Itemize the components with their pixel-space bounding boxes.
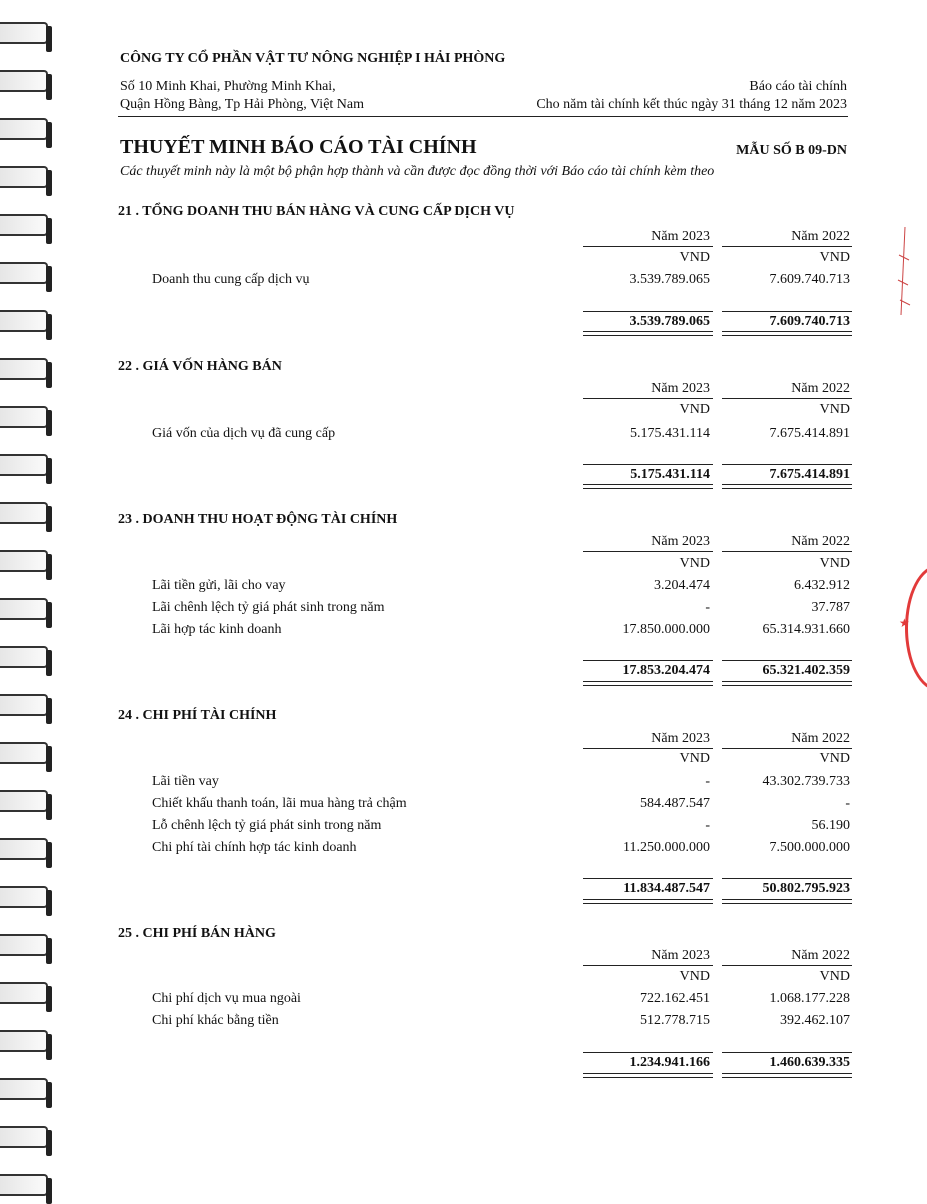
row-value-2023: 584.487.547 bbox=[640, 796, 710, 811]
seal-star-icon: ★ bbox=[899, 616, 910, 630]
row-value-2023: - bbox=[705, 818, 710, 833]
header-divider bbox=[118, 116, 848, 117]
total-double-rule bbox=[583, 1073, 713, 1078]
row-value-2022: 7.500.000.000 bbox=[769, 840, 850, 855]
total-double-rule bbox=[583, 899, 713, 904]
col-currency: VND bbox=[679, 402, 710, 417]
report-name: Báo cáo tài chính bbox=[749, 79, 847, 94]
section-24-title: 24 . CHI PHÍ TÀI CHÍNH bbox=[118, 708, 277, 723]
section-21-title: 21 . TỔNG DOANH THU BÁN HÀNG VÀ CUNG CẤP DỊCH VỤ bbox=[118, 204, 515, 219]
company-address-line2: Quận Hồng Bàng, Tp Hải Phòng, Việt Nam bbox=[120, 97, 365, 112]
row-label: Chi phí dịch vụ mua ngoài bbox=[152, 991, 301, 1006]
total-top-rule bbox=[722, 311, 852, 312]
spiral-binding bbox=[0, 0, 58, 1200]
section-22-title: 22 . GIÁ VỐN HÀNG BÁN bbox=[118, 359, 282, 374]
col-currency: VND bbox=[819, 751, 850, 766]
col-year-2022: Năm 2022 bbox=[791, 948, 850, 963]
total-double-rule bbox=[722, 331, 852, 336]
form-number: MẪU SỐ B 09-DN bbox=[736, 143, 847, 158]
total-double-rule bbox=[583, 484, 713, 489]
page-subtitle: Các thuyết minh này là một bộ phận hợp thành và cần được đọc đồng thời với Báo cáo tài chính kèm theo bbox=[120, 164, 715, 179]
row-value-2022: 37.787 bbox=[811, 600, 850, 615]
row-value-2022: 43.302.739.733 bbox=[762, 774, 850, 789]
total-double-rule bbox=[722, 484, 852, 489]
col-currency: VND bbox=[819, 402, 850, 417]
col-year-2022: Năm 2022 bbox=[791, 381, 850, 396]
col-year-2023: Năm 2023 bbox=[651, 731, 710, 746]
handwritten-mark bbox=[895, 225, 915, 320]
total-top-rule bbox=[722, 878, 852, 879]
col-currency: VND bbox=[679, 969, 710, 984]
row-value-2022: 1.068.177.228 bbox=[769, 991, 850, 1006]
row-label: Chi phí tài chính hợp tác kinh doanh bbox=[152, 840, 357, 855]
row-label: Lãi hợp tác kinh doanh bbox=[152, 622, 282, 637]
total-2022: 1.460.639.335 bbox=[769, 1055, 850, 1070]
row-value-2023: - bbox=[705, 600, 710, 615]
total-double-rule bbox=[722, 1073, 852, 1078]
total-2022: 65.321.402.359 bbox=[762, 663, 850, 678]
row-label: Lãi chênh lệch tỷ giá phát sinh trong năm bbox=[152, 600, 385, 615]
total-top-rule bbox=[583, 311, 713, 312]
total-top-rule bbox=[583, 464, 713, 465]
row-value-2023: 512.778.715 bbox=[640, 1013, 710, 1028]
row-value-2022: 7.675.414.891 bbox=[769, 426, 850, 441]
total-double-rule bbox=[583, 681, 713, 686]
col-year-2023: Năm 2023 bbox=[651, 229, 710, 244]
total-double-rule bbox=[583, 331, 713, 336]
row-label: Lãi tiền vay bbox=[152, 774, 219, 789]
col-currency: VND bbox=[819, 969, 850, 984]
total-top-rule bbox=[722, 660, 852, 661]
row-value-2022: 392.462.107 bbox=[780, 1013, 850, 1028]
header-underline bbox=[722, 246, 852, 247]
section-23-title: 23 . DOANH THU HOẠT ĐỘNG TÀI CHÍNH bbox=[118, 512, 398, 527]
page-title: THUYẾT MINH BÁO CÁO TÀI CHÍNH bbox=[120, 136, 477, 158]
total-double-rule bbox=[722, 681, 852, 686]
total-2023: 1.234.941.166 bbox=[629, 1055, 710, 1070]
total-top-rule bbox=[722, 1052, 852, 1053]
row-label: Doanh thu cung cấp dịch vụ bbox=[152, 272, 310, 287]
total-top-rule bbox=[583, 1052, 713, 1053]
report-period: Cho năm tài chính kết thúc ngày 31 tháng 12 năm 2023 bbox=[536, 97, 847, 112]
company-address-line1: Số 10 Minh Khai, Phường Minh Khai, bbox=[120, 79, 336, 94]
total-2022: 50.802.795.923 bbox=[762, 881, 850, 896]
col-year-2023: Năm 2023 bbox=[651, 948, 710, 963]
header-underline bbox=[583, 398, 713, 399]
col-year-2022: Năm 2022 bbox=[791, 534, 850, 549]
row-value-2023: 3.204.474 bbox=[654, 578, 710, 593]
total-top-rule bbox=[722, 464, 852, 465]
col-year-2022: Năm 2022 bbox=[791, 731, 850, 746]
total-2022: 7.609.740.713 bbox=[769, 314, 850, 329]
row-label: Chi phí khác bằng tiền bbox=[152, 1013, 279, 1028]
row-label: Lỗ chênh lệch tỷ giá phát sinh trong năm bbox=[152, 818, 382, 833]
header-underline bbox=[722, 965, 852, 966]
total-top-rule bbox=[583, 878, 713, 879]
row-value-2022: - bbox=[845, 796, 850, 811]
row-value-2023: 722.162.451 bbox=[640, 991, 710, 1006]
header-underline bbox=[583, 551, 713, 552]
row-value-2023: - bbox=[705, 774, 710, 789]
total-top-rule bbox=[583, 660, 713, 661]
row-label: Giá vốn của dịch vụ đã cung cấp bbox=[152, 426, 336, 441]
total-2023: 17.853.204.474 bbox=[622, 663, 710, 678]
col-year-2023: Năm 2023 bbox=[651, 381, 710, 396]
header-underline bbox=[722, 398, 852, 399]
total-2022: 7.675.414.891 bbox=[769, 467, 850, 482]
total-2023: 11.834.487.547 bbox=[623, 881, 710, 896]
col-year-2023: Năm 2023 bbox=[651, 534, 710, 549]
row-label: Lãi tiền gửi, lãi cho vay bbox=[152, 578, 286, 593]
company-name: CÔNG TY CỔ PHẦN VẬT TƯ NÔNG NGHIỆP I HẢI PHÒNG bbox=[120, 51, 506, 66]
row-value-2023: 11.250.000.000 bbox=[623, 840, 710, 855]
row-label: Chiết khấu thanh toán, lãi mua hàng trả chậm bbox=[152, 796, 407, 811]
row-value-2022: 7.609.740.713 bbox=[769, 272, 850, 287]
row-value-2022: 6.432.912 bbox=[794, 578, 850, 593]
col-year-2022: Năm 2022 bbox=[791, 229, 850, 244]
col-currency: VND bbox=[819, 250, 850, 265]
header-underline bbox=[722, 748, 852, 749]
total-double-rule bbox=[722, 899, 852, 904]
row-value-2023: 17.850.000.000 bbox=[622, 622, 710, 637]
header-underline bbox=[722, 551, 852, 552]
section-25-title: 25 . CHI PHÍ BÁN HÀNG bbox=[118, 926, 276, 941]
col-currency: VND bbox=[679, 556, 710, 571]
total-2023: 5.175.431.114 bbox=[630, 467, 710, 482]
row-value-2022: 56.190 bbox=[811, 818, 850, 833]
row-value-2023: 3.539.789.065 bbox=[629, 272, 710, 287]
header-underline bbox=[583, 246, 713, 247]
col-currency: VND bbox=[679, 751, 710, 766]
row-value-2023: 5.175.431.114 bbox=[630, 426, 710, 441]
header-underline bbox=[583, 965, 713, 966]
header-underline bbox=[583, 748, 713, 749]
row-value-2022: 65.314.931.660 bbox=[762, 622, 850, 637]
col-currency: VND bbox=[819, 556, 850, 571]
col-currency: VND bbox=[679, 250, 710, 265]
total-2023: 3.539.789.065 bbox=[629, 314, 710, 329]
